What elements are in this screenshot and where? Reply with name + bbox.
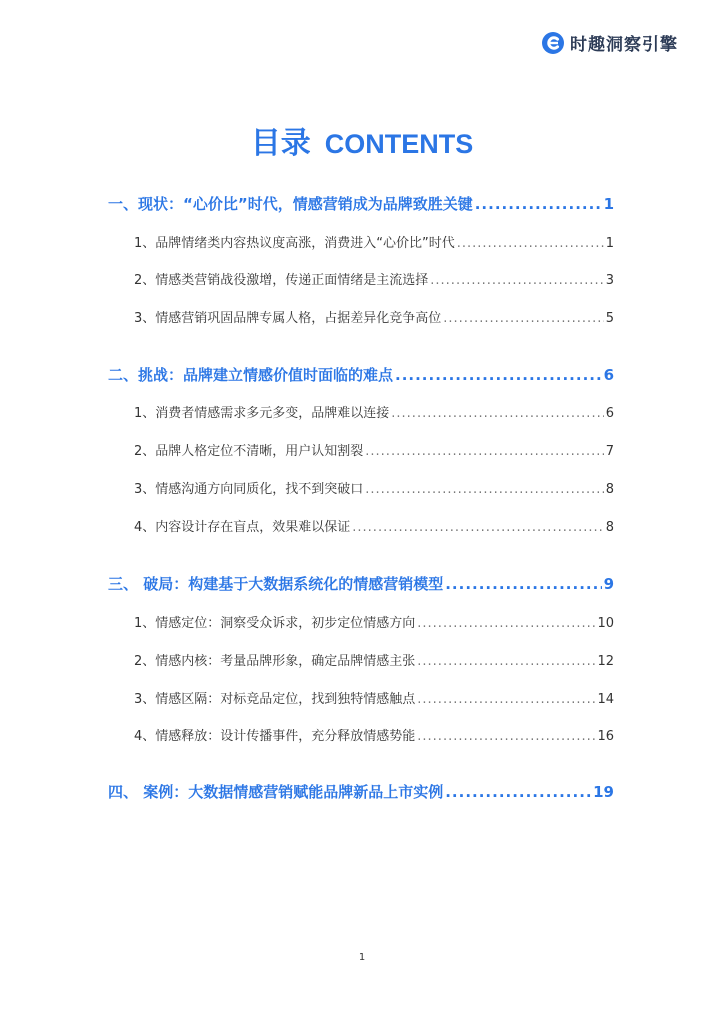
toc-leader	[445, 783, 591, 801]
toc-section-3[interactable]	[108, 573, 614, 594]
toc-page: 8	[605, 520, 614, 535]
page-number: 1	[358, 952, 366, 963]
toc-label: 1、品牌情绪类内容热议度高涨，消费进入“心价比”时代	[134, 236, 455, 251]
toc-leader	[445, 575, 601, 593]
toc-label: 四、 案例：大数据情感营销赋能品牌新品上市实例	[108, 783, 444, 801]
toc-leader	[417, 616, 595, 631]
toc-page: 14	[597, 692, 614, 707]
toc-leader	[430, 273, 603, 288]
toc-page: 3	[605, 273, 614, 288]
brand-logo-icon	[541, 31, 565, 55]
toc-leader	[443, 311, 603, 326]
toc-item-2-3[interactable]	[108, 478, 614, 497]
toc-leader	[417, 654, 595, 669]
toc-leader	[365, 482, 603, 497]
brand-name: 时趣洞察引擎	[570, 35, 678, 55]
toc-item-3-1[interactable]	[108, 612, 614, 631]
toc-leader	[457, 236, 604, 251]
toc-section-2[interactable]	[108, 364, 614, 385]
toc-label: 1、情感定位：洞察受众诉求，初步定位情感方向	[134, 616, 416, 631]
toc-leader	[395, 366, 602, 384]
toc-label: 4、情感释放：设计传播事件，充分释放情感势能	[134, 729, 416, 744]
toc-leader	[352, 520, 603, 535]
toc-label: 3、情感营销巩固品牌专属人格，占据差异化竞争高位	[134, 311, 442, 326]
toc-item-3-4[interactable]	[108, 725, 614, 744]
title-en: CONTENTS	[324, 129, 474, 159]
toc-item-1-1[interactable]	[108, 232, 614, 251]
toc-page: 19	[593, 783, 614, 801]
page-title	[0, 118, 724, 162]
toc-leader	[417, 729, 595, 744]
toc-label: 一、现状：“心价比”时代，情感营销成为品牌致胜关键	[108, 195, 473, 213]
toc-leader	[391, 406, 603, 421]
toc-page: 16	[597, 729, 614, 744]
toc-section-4[interactable]	[108, 781, 614, 802]
toc-page: 6	[605, 406, 614, 421]
toc-leader	[365, 444, 603, 459]
toc-label: 二、挑战：品牌建立情感价值时面临的难点	[108, 366, 394, 384]
brand-logo	[541, 30, 678, 55]
toc-item-1-3[interactable]	[108, 307, 614, 326]
toc-label: 2、品牌人格定位不清晰，用户认知割裂	[134, 444, 364, 459]
toc-label: 2、情感类营销战役激增，传递正面情绪是主流选择	[134, 273, 429, 288]
toc-section-1[interactable]	[108, 193, 614, 214]
toc-label: 3、情感区隔：对标竞品定位，找到独特情感触点	[134, 692, 416, 707]
toc-label: 1、消费者情感需求多元多变，品牌难以连接	[134, 406, 390, 421]
toc-page: 10	[597, 616, 614, 631]
toc-page: 5	[605, 311, 614, 326]
toc-page: 7	[605, 444, 614, 459]
toc-page: 8	[605, 482, 614, 497]
toc-leader	[475, 195, 602, 213]
toc-label: 三、 破局：构建基于大数据系统化的情感营销模型	[108, 575, 444, 593]
toc-item-2-4[interactable]	[108, 516, 614, 535]
toc-page: 1	[605, 236, 614, 251]
toc-label: 4、内容设计存在盲点，效果难以保证	[134, 520, 351, 535]
toc-leader	[417, 692, 595, 707]
toc-page: 9	[603, 575, 614, 593]
toc-page: 1	[603, 195, 614, 213]
toc-page: 6	[603, 366, 614, 384]
toc-label: 3、情感沟通方向同质化，找不到突破口	[134, 482, 364, 497]
toc-item-2-1[interactable]	[108, 402, 614, 421]
toc-page: 12	[597, 654, 614, 669]
toc-item-3-3[interactable]	[108, 688, 614, 707]
toc-item-3-2[interactable]	[108, 650, 614, 669]
title-cn: 目录	[250, 126, 311, 161]
toc-item-1-2[interactable]	[108, 269, 614, 288]
toc-label: 2、情感内核：考量品牌形象，确定品牌情感主张	[134, 654, 416, 669]
toc-item-2-2[interactable]	[108, 440, 614, 459]
